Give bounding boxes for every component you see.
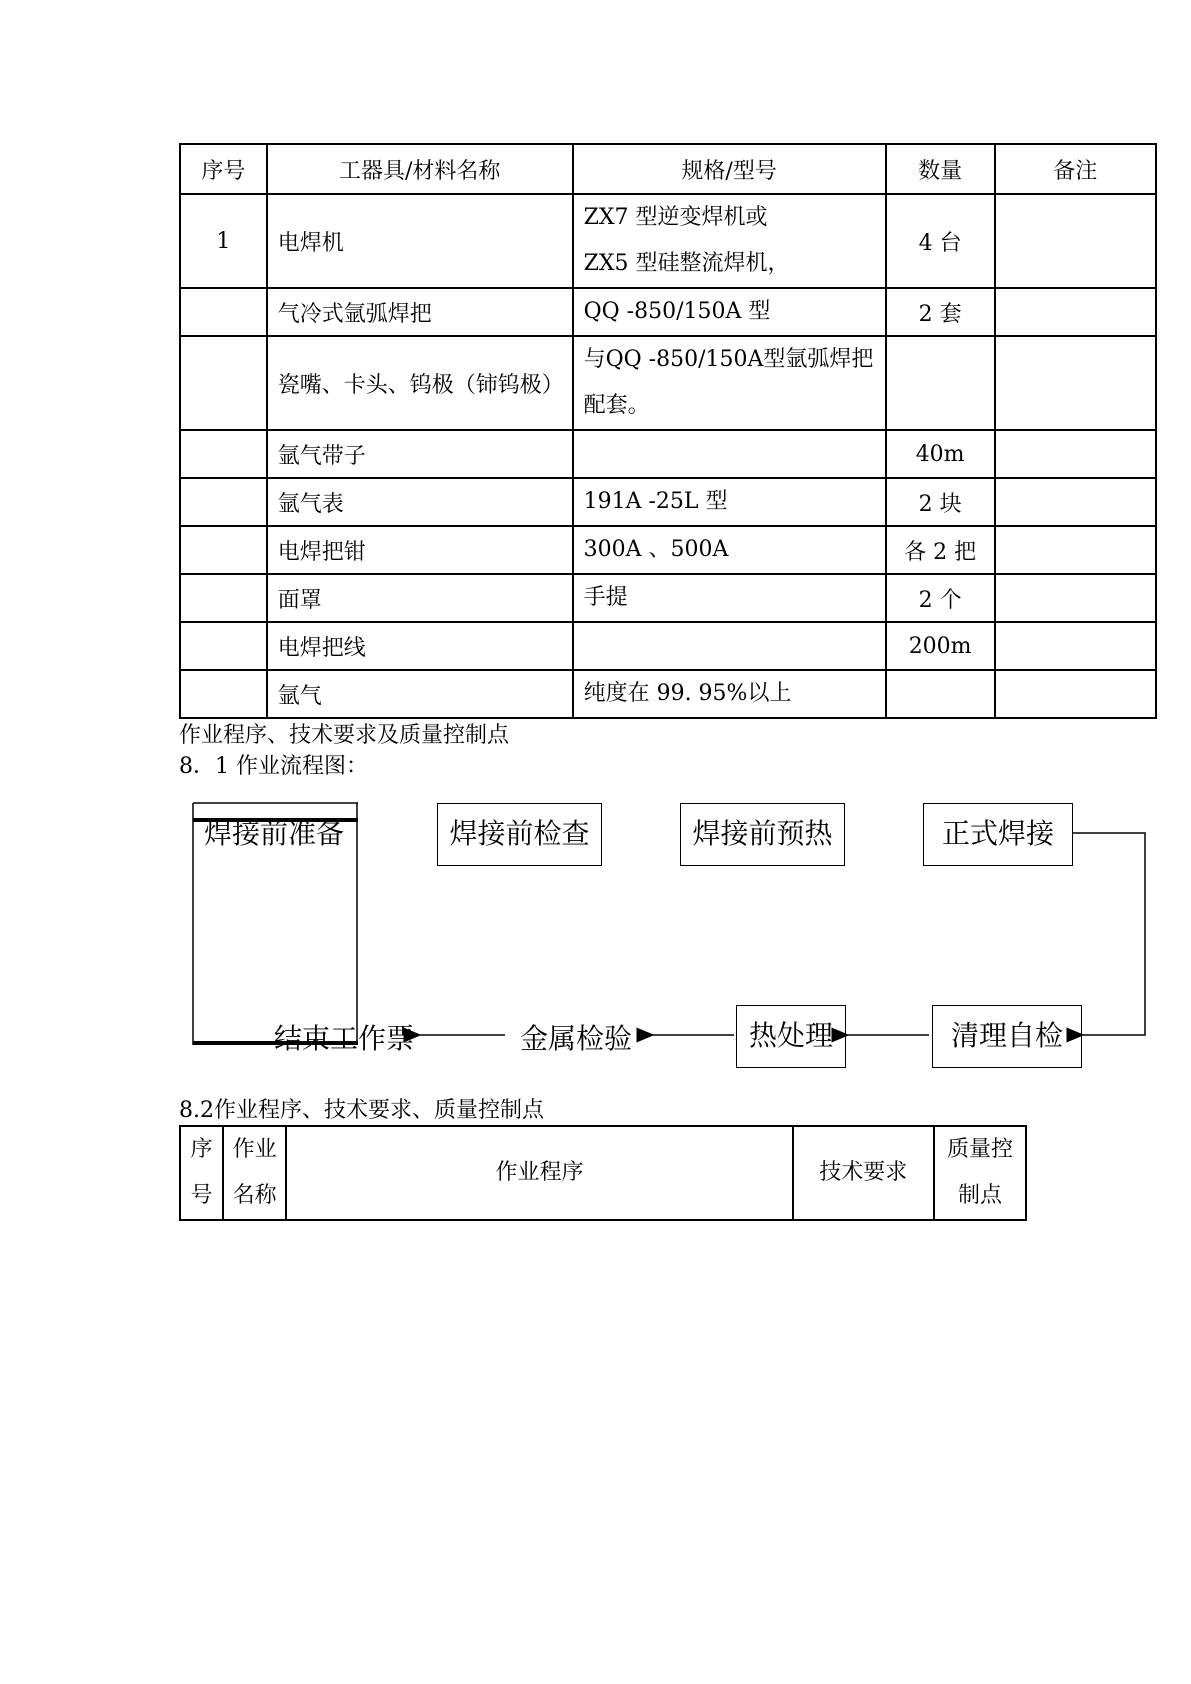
cell-name: 电焊把钳 [267,526,573,574]
cell-name: 面罩 [267,574,573,622]
cell-qty: 40m [886,430,995,478]
cell-no: 1 [180,194,267,288]
cell-spec-line: 300A 、500A [583,537,729,562]
proc-header-name-line2: 名称 [232,1183,277,1208]
flow-step-preheat: 焊接前预热 [680,803,845,866]
cell-qty: 4 台 [886,194,995,288]
flow-step-prep: 焊接前准备 [204,817,345,850]
cell-name: 电焊机 [267,194,573,288]
proc-header-name-line1: 作业 [232,1137,277,1162]
procedure-table [179,1125,1027,1221]
cell-name: 电焊把线 [267,622,573,670]
header-name: 工器具/材料名称 [267,144,573,194]
cell-name: 氩气表 [267,478,573,526]
procedure-heading: 8.2作业程序、技术要求、质量控制点 [179,1098,544,1123]
cell-spec-line: QQ -850/150A 型 [583,299,771,324]
proc-header-no-line1: 序 [190,1137,213,1162]
cell-qty: 200m [886,622,995,670]
proc-header-tech-text: 技术要求 [819,1160,908,1185]
proc-header-procedure-text: 作业程序 [495,1160,584,1185]
cell-spec-line: 纯度在 99. 95%以上 [583,681,792,706]
cell-name: 氩气带子 [267,430,573,478]
cell-spec-line: 配套。 [583,393,650,418]
cell-spec-line: 手提 [583,585,628,610]
proc-header-tech [793,1126,934,1220]
procedure-header-row [180,1126,1026,1220]
proc-header-no-line2: 号 [190,1183,213,1208]
weld-to-clean-arrow [1072,833,1145,1035]
header-no: 序号 [180,144,267,194]
flow-step-clean: 清理自检 [932,1005,1082,1068]
flow-step-check: 焊接前检查 [437,803,602,866]
cell-name: 瓷嘴、卡头、钨极（铈钨极） [267,336,573,430]
flow-step-end: 结束工作票 [274,1022,415,1055]
cell-qty: 2 块 [886,478,995,526]
cell-qty: 2 套 [886,288,995,336]
cell-qty: 2 个 [886,574,995,622]
cell-spec-line: ZX7 型逆变焊机或 [583,205,768,230]
proc-header-quality-line2: 制点 [957,1183,1002,1208]
header-spec: 规格/型号 [573,144,886,194]
flow-heading: 8．1 作业流程图： [179,754,368,779]
flow-step-heat: 热处理 [736,1005,846,1068]
cell-spec-line: 与QQ -850/150A型氩弧焊把 [583,347,874,372]
section-heading: 作业程序、技术要求及质量控制点 [179,723,510,748]
proc-header-name [223,1126,286,1220]
cell-qty: 各 2 把 [886,526,995,574]
cell-name: 氩气 [267,670,573,718]
cell-spec-line: 191A -25L 型 [583,489,728,514]
proc-header-no [180,1126,223,1220]
header-qty: 数量 [886,144,995,194]
cell-spec-line: ZX5 型硅整流焊机， [583,251,790,276]
proc-header-procedure [286,1126,792,1220]
proc-header-quality [934,1126,1026,1220]
flow-step-metal: 金属检验 [520,1022,633,1055]
header-note: 备注 [995,144,1156,194]
proc-header-quality-line1: 质量控 [946,1137,1013,1162]
cell-name: 气冷式氩弧焊把 [267,288,573,336]
flow-step-weld: 正式焊接 [923,803,1073,866]
